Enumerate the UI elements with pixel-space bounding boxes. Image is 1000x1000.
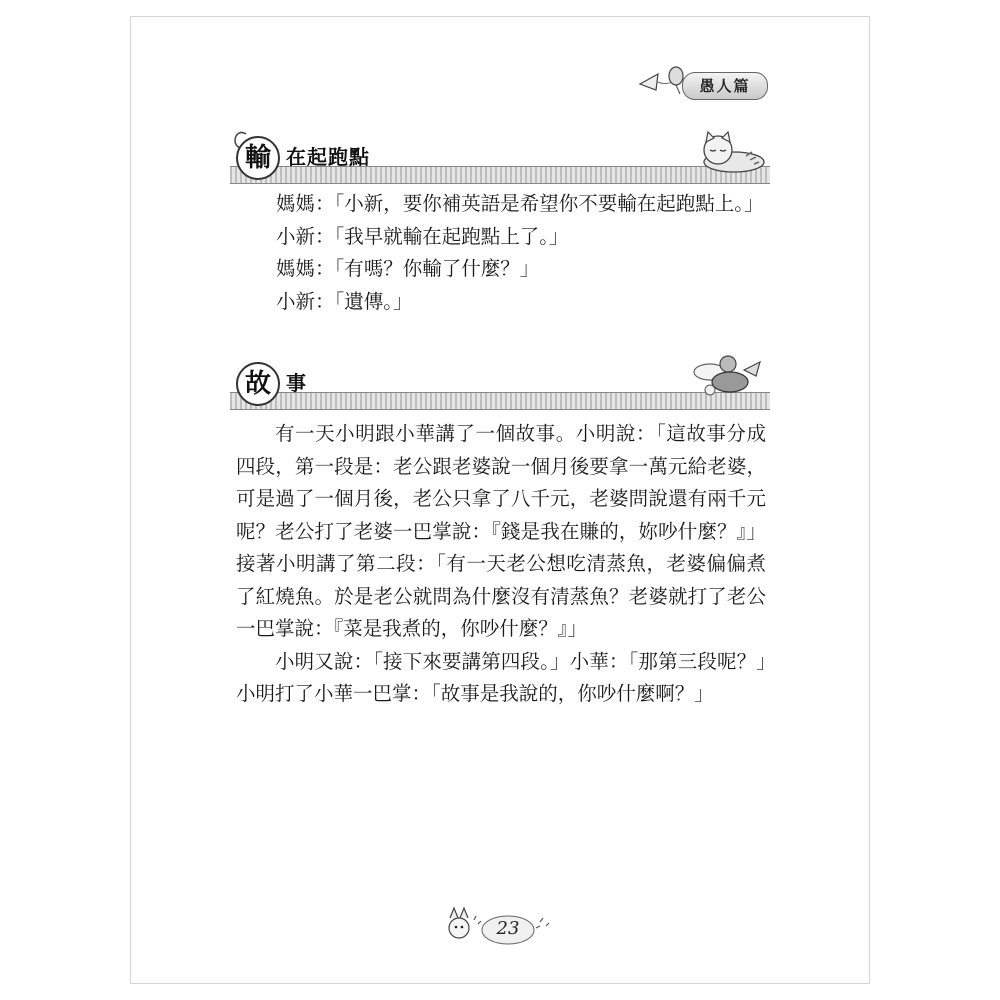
running-header-label: 愚人篇: [682, 72, 768, 100]
story-paragraph: 有一天小明跟小華講了一個故事。小明說：「這故事分成四段，第一段是：老公跟老婆說一個月後要拿一萬元給老婆，可是過了一個月後，老公只拿了八千元，老婆問說還有兩千元呢？老公打了老婆一巴掌說：『錢是我在賺的，妳吵什麼？』」接著小明講了第二段：「有一天老公想吃清蒸魚，老婆偏偏煮了紅燒魚。於是老公就問為什麼沒有清蒸魚？老婆就打了老公一巴掌說：『菜是我煮的，你吵什麼？』」: [236, 422, 766, 640]
section-title: 事: [286, 371, 307, 395]
dialog-line: 媽媽：「小新，要你補英語是希望你不要輸在起跑點上。」: [276, 192, 764, 215]
story-paragraph: 小明又說：「接下來要講第四段。」小華：「那第三段呢？」小明打了小華一巴掌：「故事是我說的，你吵什麼啊？」: [236, 649, 766, 705]
sleeping-cat-icon: [690, 126, 770, 176]
section-badge: 故: [236, 362, 280, 406]
section-title: 在起跑點: [286, 145, 370, 169]
running-header: [636, 64, 776, 104]
dialog-line: 小新：「遺傳。」: [276, 289, 413, 313]
page-number: 23: [496, 918, 520, 939]
section-badge: 輸: [236, 136, 280, 180]
section-header-2: [230, 350, 770, 410]
cartoon-animals-icon: [680, 350, 770, 400]
page-footer: [440, 906, 560, 950]
dialog-line: 媽媽：「有嗎？你輸了什麼？」: [276, 257, 540, 280]
section-2-body: [236, 418, 766, 711]
section-header-1: [230, 124, 770, 184]
dialog-line: 小新：「我早就輸在起跑點上了。」: [276, 224, 569, 248]
section-1-body: [236, 188, 766, 318]
